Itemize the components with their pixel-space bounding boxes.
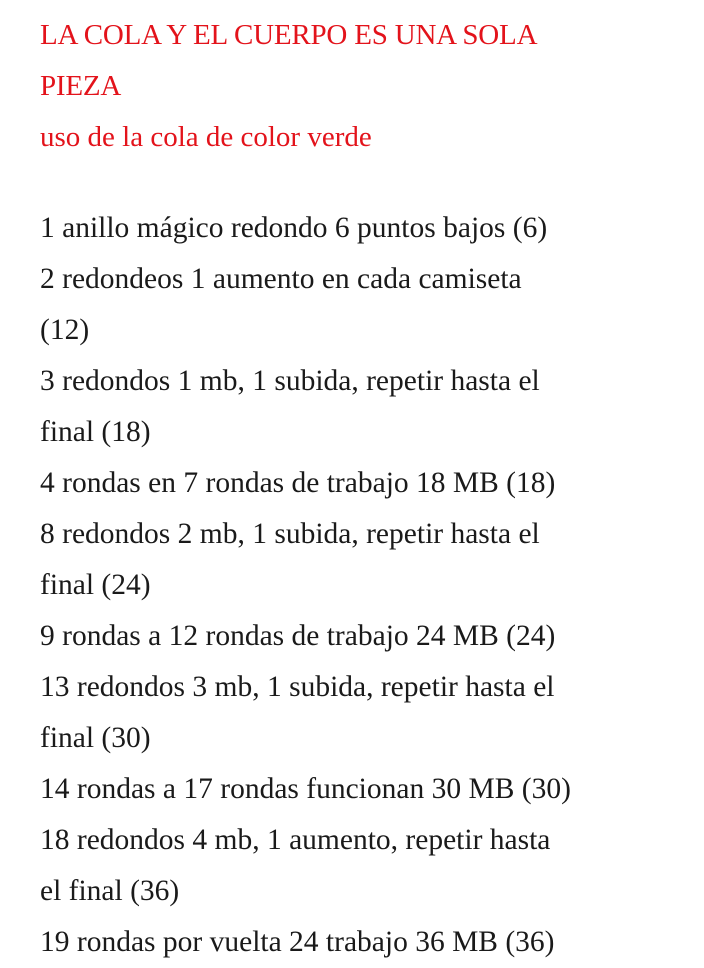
pattern-steps <box>40 203 680 968</box>
step-line: 3 redondos 1 mb, 1 subida, repetir hasta el <box>40 365 540 397</box>
pattern-subtitle: uso de la cola de color verde <box>40 121 372 153</box>
step-line: final (18) <box>40 416 151 448</box>
step-line: 1 anillo mágico redondo 6 puntos bajos (6) <box>40 212 548 244</box>
step-line: 18 redondos 4 mb, 1 aumento, repetir hasta <box>40 824 551 856</box>
step-line: 14 rondas a 17 rondas funcionan 30 MB (30) <box>40 773 571 805</box>
step-line: el final (36) <box>40 875 180 907</box>
pattern-title-line-2: PIEZA <box>40 70 122 102</box>
pattern-title-line-1: LA COLA Y EL CUERPO ES UNA SOLA <box>40 19 538 51</box>
step-line: 9 rondas a 12 rondas de trabajo 24 MB (24) <box>40 620 556 652</box>
step-line: 2 redondeos 1 aumento en cada camiseta <box>40 263 522 295</box>
pattern-document <box>40 10 680 968</box>
step-line: final (30) <box>40 722 151 754</box>
step-line: 4 rondas en 7 rondas de trabajo 18 MB (18) <box>40 467 556 499</box>
step-line: final (24) <box>40 569 151 601</box>
step-line: 8 redondos 2 mb, 1 subida, repetir hasta el <box>40 518 540 550</box>
step-line: (12) <box>40 314 90 346</box>
step-line: 19 rondas por vuelta 24 trabajo 36 MB (36) <box>40 926 555 958</box>
step-line: 13 redondos 3 mb, 1 subida, repetir hasta el <box>40 671 555 703</box>
